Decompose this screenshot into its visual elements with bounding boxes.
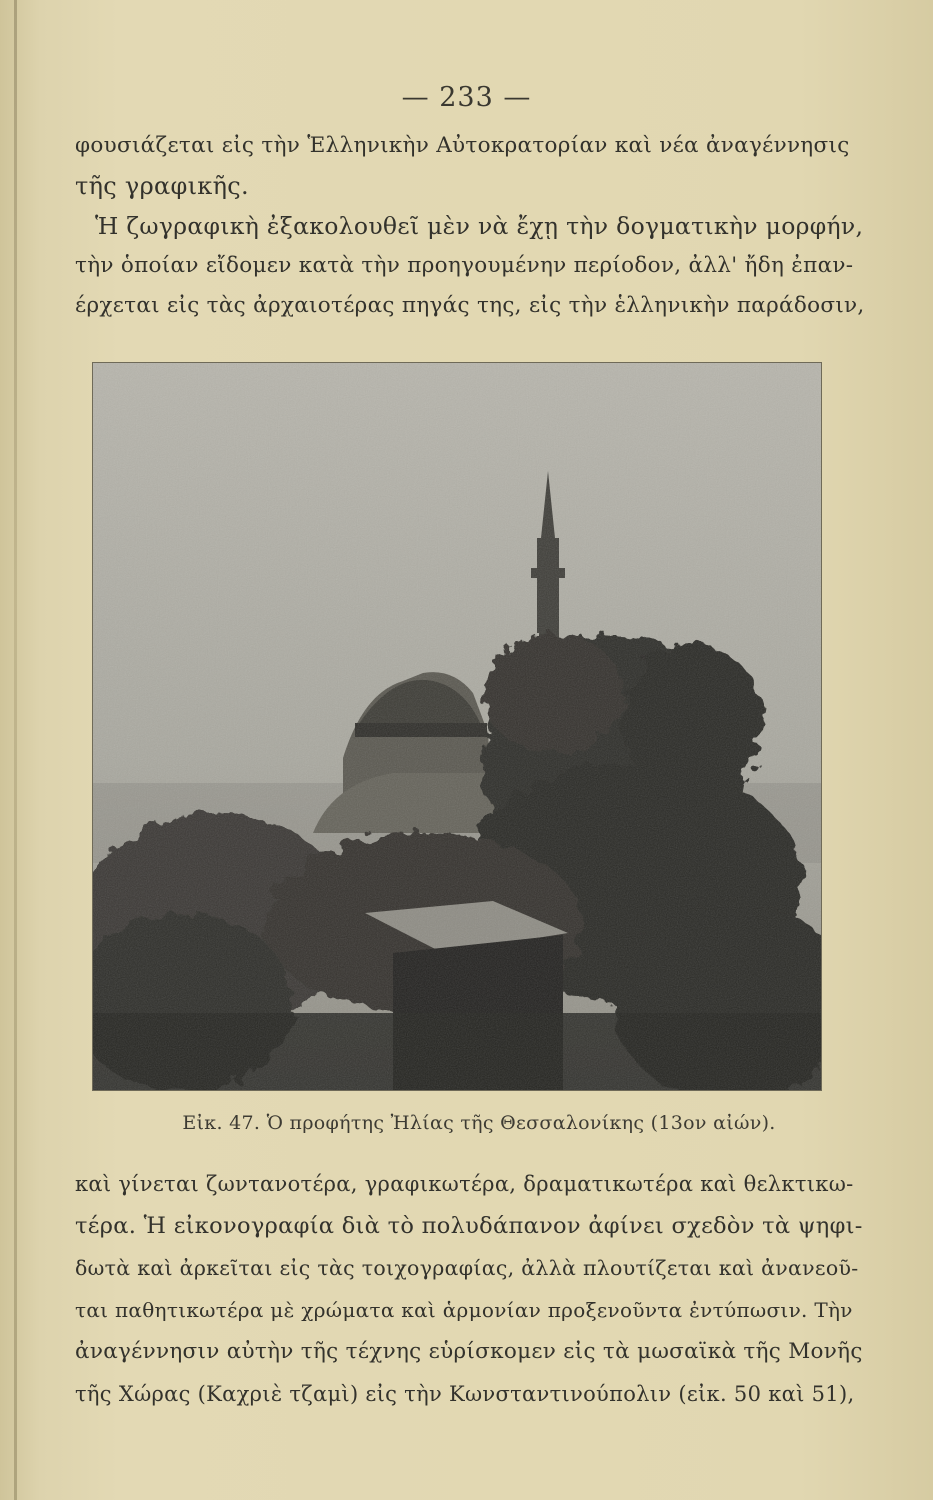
text-line: ἀναγέννησιν αὐτὴν τῆς τέχνης εὑρίσκομεν εἰς τὰ μωσαϊκὰ τῆς Μονῆς xyxy=(75,1339,863,1364)
top-paragraph xyxy=(75,126,865,326)
text-line: τὴν ὁποίαν εἴδομεν κατὰ τὴν προηγουμένην περίοδον, ἀλλ' ἤδη ἐπαν- xyxy=(75,253,854,278)
figure-caption: Εἰκ. 47. Ὁ προφήτης Ἠλίας τῆς Θεσσαλονίκης (13ον αἰών). xyxy=(182,1112,776,1134)
page-number: — 233 — xyxy=(401,82,532,113)
figure-photograph xyxy=(92,362,822,1091)
text-line: Ἡ ζωγραφικὴ ἐξακολουθεῖ μὲν νὰ ἔχῃ τὴν δογματικὴν μορφήν, xyxy=(95,212,864,240)
text-line: τῆς Χώρας (Καχριὲ τζαμὶ) εἰς τὴν Κωνσταντινούπολιν (εἰκ. 50 καὶ 51), xyxy=(75,1382,855,1406)
text-line: δωτὰ καὶ ἀρκεῖται εἰς τὰς τοιχογραφίας, ἀλλὰ πλουτίζεται καὶ ἀνανεοῦ- xyxy=(75,1256,859,1280)
text-line: καὶ γίνεται ζωντανοτέρα, γραφικωτέρα, δραματικωτέρα καὶ θελκτικω- xyxy=(75,1172,854,1196)
bottom-paragraph xyxy=(75,1163,865,1415)
text-line: τέρα. Ἡ εἰκονογραφία διὰ τὸ πολυδάπανον ἀφίνει σχεδὸν τὰ ψηφι- xyxy=(75,1213,863,1239)
page-gutter-edge xyxy=(14,0,17,1500)
text-line: έρχεται εἰς τὰς ἀρχαιοτέρας πηγάς της, εἰς τὴν ἑλληνικὴν παράδοσιν, xyxy=(75,293,865,318)
church-minaret-photo xyxy=(93,363,821,1090)
text-line: τῆς γραφικῆς. xyxy=(75,172,249,200)
text-line: φουσιάζεται εἰς τὴν Ἑλληνικὴν Αὐτοκρατορίαν καὶ νέα ἀναγέννησις xyxy=(75,133,850,158)
text-line: ται παθητικωτέρα μὲ χρώματα καὶ ἁρμονίαν προξενοῦντα ἐντύπωσιν. Τὴν xyxy=(75,1298,853,1322)
